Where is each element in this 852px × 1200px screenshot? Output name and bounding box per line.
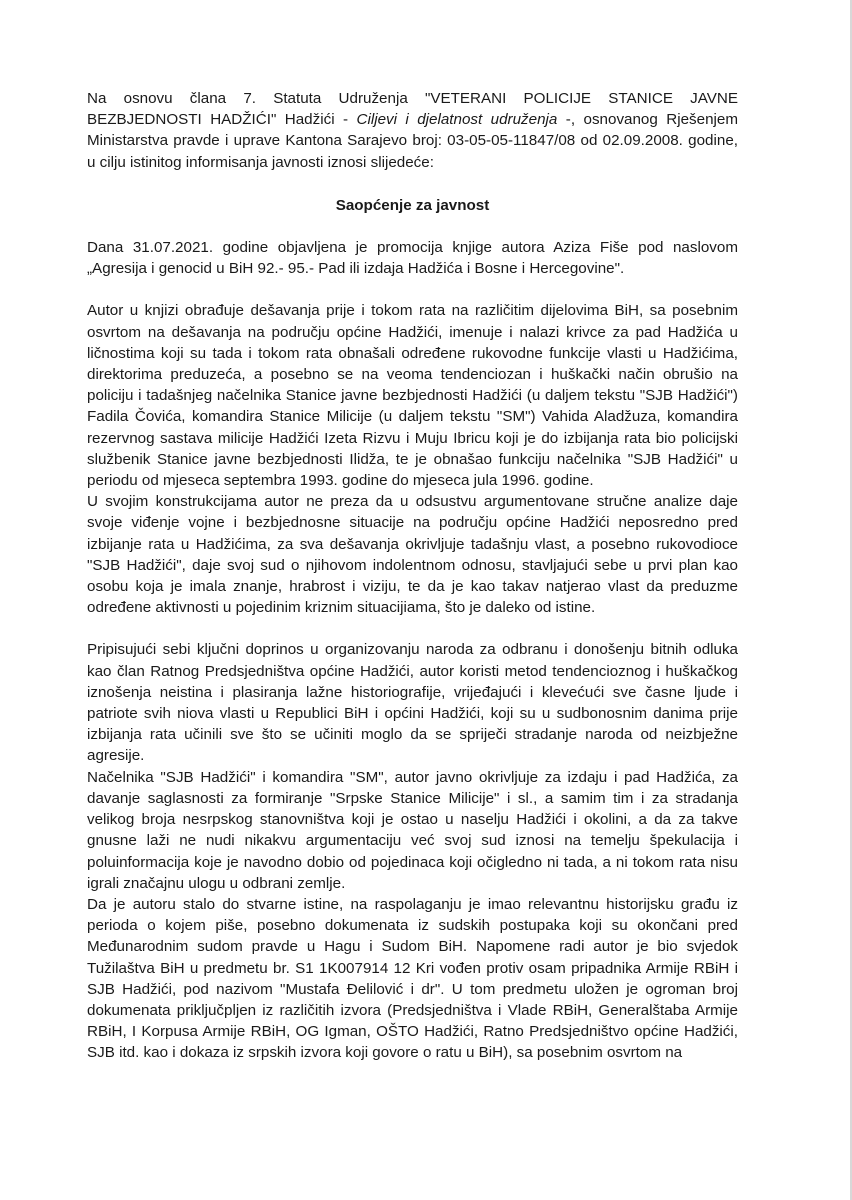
intro-paragraph <box>87 88 738 173</box>
document-page <box>87 88 738 1064</box>
intro-text-part1: Na osnovu člana 7. Statuta Udruženja "VETERANI POLICIJE STANICE JAVNE BEZBJEDNOSTI HADŽIĆI" Hadžići - <box>87 90 738 129</box>
paragraph-3: U svojim konstrukcijama autor ne preza da u odsustvu argumentovane stručne analize daje svoje viđenje vojne i bezbjednosne situacije na području općine Hadžići neposredno pred izbijanje rata u Hadžićima, za sva dešavanja okrivljuje tadašnju vlast, a posebno rukovodioce "SJB Hadžići", daje svoj sud o njihovom indolentnom odnosu, stavljajući sebe u prvi plan kao osobu koja je imala znanje, hrabrost i viziju, te da je kao takav natjerao vlast da preduzme određene aktivnosti u pojedinim kriznim situacijiama, što je daleko od istine. <box>87 493 738 617</box>
paragraph-5: Načelnika "SJB Hadžići" i komandira "SM", autor javno okrivljuje za izdaju i pad Hadžića, za davanje saglasnosti za formiranje "Srpske Stanice Milicije" i sl., a samim tim i za stradanja velikog broja nesrpskog stanovništva koji je ostao u naselju Hadžići i okolini, a da za takve gnusne laži ne nudi nikakvu argumentaciju već svoj sud iznosi na temelju špekulacija i poluinformacija koje je navodno dobio od pojedinaca koji očigledno ni tada, a ni tokom rata nisu igrali značajnu ulogu u odbrani zemlje. <box>87 768 738 892</box>
paragraph-1: Dana 31.07.2021. godine objavljena je promocija knjige autora Aziza Fiše pod naslovom „Agresija i genocid u BiH 92.- 95.- Pad ili izdaja Hadžića i Bosne i Hercegovine". <box>87 239 738 278</box>
paragraph-6: Da je autoru stalo do stvarne istine, na raspolaganju je imao relevantnu historijsku građu iz perioda o kojem piše, posebno dokumenata iz sudskih postupaka koji su okončani pred Međunarodnim sudom pravde u Hagu i Sudom BiH. Napomene radi autor je bio svjedok Tužilaštva BiH u predmetu br. S1 1K007914 12 Kri vođen protiv osam pripadnika Armije RBiH i SJB Hadžići, pod nazivom "Mustafa Đelilović i dr". U tom predmetu uložen je ogroman broj dokumenata priključpljen iz različitih izvora (Predsjedništva i Vlade RBiH, Generalštaba Armije RBiH, I Korpusa Armije RBiH, OG Igman, OŠTO Hadžići, Ratno Predsjedništvo općine Hadžići, SJB itd. kao i dokaza iz srpskih izvora koji govore o ratu u BiH), sa posebnim osvrtom na <box>87 895 738 1062</box>
paragraph-4: Pripisujući sebi ključni doprinos u organizovanju naroda za odbranu i donošenju bitnih odluka kao član Ratnog Predsjedništva općine Hadžići, autor koristi metod tendencioznog i huškačkog iznošenja neistina i plasiranja lažne historiografije, vrijeđajući i klevećući sve časne ljude i patriote svih niova vlasti u Republici BiH i općini Hadžići, koji su u sudbonosnim danima prije izbijanja rata učinili sve što se učiniti moglo da se spriječi stradanje naroda od neizbježne agresije. <box>87 641 738 765</box>
intro-italic-text: Ciljevi i djelatnost udruženja <box>356 111 558 129</box>
document-title: Saopćenje za javnost <box>335 196 490 214</box>
intro-text-part2: -, osnovanog Rješenjem Ministarstva pravde i uprave Kantona Sarajevo broj: 03-05-05-11847/08 od 02.09.2008. godine, u cilju istinitog informisanja javnosti iznosi slijedeće: <box>87 111 739 171</box>
paragraph-2: Autor u knjizi obrađuje dešavanja prije i tokom rata na različitim dijelovima BiH, sa posebnim osvrtom na dešavanja na području općine Hadžići, imenuje i nalazi krivce za pad Hadžića u ličnostima koji su tada i tokom rata obnašali određene rukovodne funkcije vlasti u Hadžićima, direktorima preduzeća, a posebno se na veoma tendenciozan i huškački način obrušio na policiju i tadašnjeg načelnika Stanice javne bezbjednosti Hadžići (u daljem tekstu "SJB Hadžići") Fadila Čovića, komandira Stanice Milicije (u daljem tekstu "SM") Vahida Aladžuza, komandira rezervnog sastava milicije Hadžići Izeta Rizvu i Muju Ibricu koji je do izbijanja rata bio policijski službenik Stanice javne bezbjednosti Ilidža, te je obnašao funkciju načelnika "SJB Hadžići" u periodu od mjeseca septembra 1993. godine do mjeseca jula 1996. godine. <box>87 302 738 490</box>
